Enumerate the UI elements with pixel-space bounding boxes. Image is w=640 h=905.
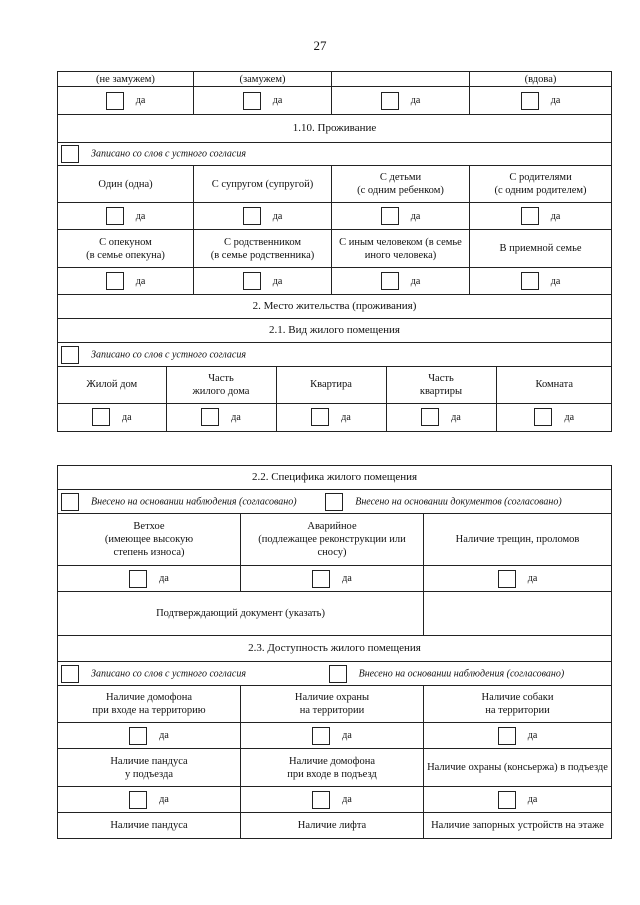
checkbox-oral-consent[interactable] <box>61 145 79 163</box>
housing-type-option: Часть жилого дома <box>166 367 276 403</box>
checkbox-label: да <box>527 730 538 741</box>
checkbox[interactable] <box>311 408 329 426</box>
access-row-1 <box>58 686 612 723</box>
supporting-document-field[interactable] <box>424 592 612 636</box>
checkbox-label: да <box>341 411 351 423</box>
checkbox-documents[interactable] <box>325 493 343 511</box>
residence-option: Один (одна) <box>58 166 194 203</box>
access-title: 2.3. Доступность жилого помещения <box>58 636 612 662</box>
access-option: Наличие охраны (консьержа) в подъезде <box>424 749 612 787</box>
checkbox[interactable] <box>381 272 399 290</box>
specifics-option: Аварийное (подлежащее реконструкции или сносу) <box>241 514 424 566</box>
access-option: Наличие запорных устройств на этаже <box>424 813 612 839</box>
housing-type-title: 2.1. Вид жилого помещения <box>58 319 612 343</box>
access-row-3 <box>58 813 612 839</box>
checkbox[interactable] <box>498 570 516 588</box>
residence-table <box>57 71 612 432</box>
checkbox-label: да <box>550 95 561 106</box>
checkbox[interactable] <box>521 207 539 225</box>
oral-consent-note: Записано со слов с устного согласия <box>91 348 246 360</box>
checkbox-label: да <box>135 95 146 106</box>
residence-option: С супругом (супругой) <box>194 166 332 203</box>
oral-consent-note: Записано со слов с устного согласия <box>91 667 246 679</box>
checkbox-label: да <box>550 275 561 287</box>
checkbox-label: да <box>550 210 561 222</box>
checkbox-label: да <box>564 411 575 423</box>
checkbox[interactable] <box>312 570 330 588</box>
access-row-2 <box>58 749 612 787</box>
residence-option: С детьми (с одним ребенком) <box>332 166 470 203</box>
housing-specifics-table <box>57 465 612 839</box>
checkbox[interactable] <box>129 791 147 809</box>
housing-type-option: Жилой дом <box>58 367 166 403</box>
status-not-married: (не замужем) <box>58 72 194 87</box>
observed-note: Внесено на основании наблюдения (согласовано) <box>91 495 297 507</box>
checkbox-label: да <box>272 275 283 287</box>
checkbox[interactable] <box>106 92 124 110</box>
access-option: Наличие домофона при входе в подъезд <box>241 749 424 787</box>
residence-option: С родственником (в семье родственника) <box>194 230 332 268</box>
status-widow: (вдова) <box>470 72 612 87</box>
residence-title: 1.10. Проживание <box>58 115 612 143</box>
checkbox-label: да <box>342 573 352 584</box>
checkbox-label: да <box>410 95 421 106</box>
status-blank <box>332 72 470 87</box>
checkbox[interactable] <box>129 570 147 588</box>
checkbox-label: да <box>527 794 538 805</box>
access-option: Наличие собаки на территории <box>424 686 612 723</box>
access-option: Наличие лифта <box>241 813 424 839</box>
checkbox[interactable] <box>381 207 399 225</box>
checkbox[interactable] <box>521 272 539 290</box>
checkbox[interactable] <box>498 727 516 745</box>
checkbox-label: да <box>272 210 283 222</box>
checkbox[interactable] <box>243 272 261 290</box>
supporting-document-label: Подтверждающий документ (указать) <box>58 592 424 636</box>
specifics-title: 2.2. Специфика жилого помещения <box>58 466 612 490</box>
checkbox-label: да <box>159 730 169 741</box>
checkbox-label: да <box>410 275 421 287</box>
housing-type-option: Часть квартиры <box>386 367 496 403</box>
checkbox-label: да <box>231 411 241 423</box>
checkbox-label: да <box>159 573 169 584</box>
residence-option: С опекуном (в семье опекуна) <box>58 230 194 268</box>
checkbox[interactable] <box>534 408 552 426</box>
specifics-option: Ветхое (имеющее высокую степень износа) <box>58 514 241 566</box>
checkbox-oral-consent[interactable] <box>61 665 79 683</box>
checkbox[interactable] <box>201 408 219 426</box>
housing-type-option: Квартира <box>276 367 386 403</box>
checkbox-observed[interactable] <box>329 665 347 683</box>
access-option: Наличие пандуса у подъезда <box>58 749 241 787</box>
place-of-residence-title: 2. Место жительства (проживания) <box>58 295 612 319</box>
checkbox[interactable] <box>498 791 516 809</box>
oral-consent-note: Записано со слов с устного согласия <box>91 148 246 160</box>
access-option: Наличие охраны на территории <box>241 686 424 723</box>
checkbox[interactable] <box>106 207 124 225</box>
checkbox[interactable] <box>129 727 147 745</box>
checkbox[interactable] <box>106 272 124 290</box>
page-number: 27 <box>313 38 327 53</box>
residence-row-2 <box>58 230 612 268</box>
checkbox[interactable] <box>243 92 261 110</box>
specifics-option: Наличие трещин, проломов <box>424 514 612 566</box>
checkbox-label: да <box>451 411 461 423</box>
checkbox-label: да <box>342 794 352 805</box>
checkbox[interactable] <box>312 791 330 809</box>
checkbox[interactable] <box>243 207 261 225</box>
checkbox-label: да <box>527 573 538 584</box>
checkbox[interactable] <box>381 92 399 110</box>
specifics-row <box>58 514 612 566</box>
checkbox[interactable] <box>92 408 110 426</box>
residence-row-1 <box>58 166 612 203</box>
checkbox-label: да <box>135 275 146 287</box>
residence-option: С иным человеком (в семье иного человека) <box>332 230 470 268</box>
access-option: Наличие домофона при входе на территорию <box>58 686 241 723</box>
checkbox[interactable] <box>312 727 330 745</box>
checkbox[interactable] <box>521 92 539 110</box>
checkbox-label: да <box>410 210 421 222</box>
marital-checkbox-row <box>58 87 612 115</box>
checkbox-label: да <box>342 730 352 741</box>
housing-type-option: Комната <box>496 367 612 403</box>
marital-status-row <box>58 72 612 87</box>
documents-note: Внесено на основании документов (согласовано) <box>355 495 562 507</box>
status-married: (замужем) <box>194 72 332 87</box>
checkbox-label: да <box>159 794 169 805</box>
observed-note: Внесено на основании наблюдения (согласовано) <box>358 667 565 679</box>
access-option: Наличие пандуса <box>58 813 241 839</box>
checkbox-label: да <box>272 95 283 106</box>
checkbox-observed[interactable] <box>61 493 79 511</box>
residence-option: В приемной семье <box>470 230 612 268</box>
housing-type-subtable <box>58 367 612 431</box>
checkbox-label: да <box>135 210 146 222</box>
checkbox[interactable] <box>421 408 439 426</box>
residence-option: С родителями (с одним родителем) <box>470 166 612 203</box>
checkbox-label: да <box>121 411 132 423</box>
checkbox-oral-consent[interactable] <box>61 346 79 364</box>
